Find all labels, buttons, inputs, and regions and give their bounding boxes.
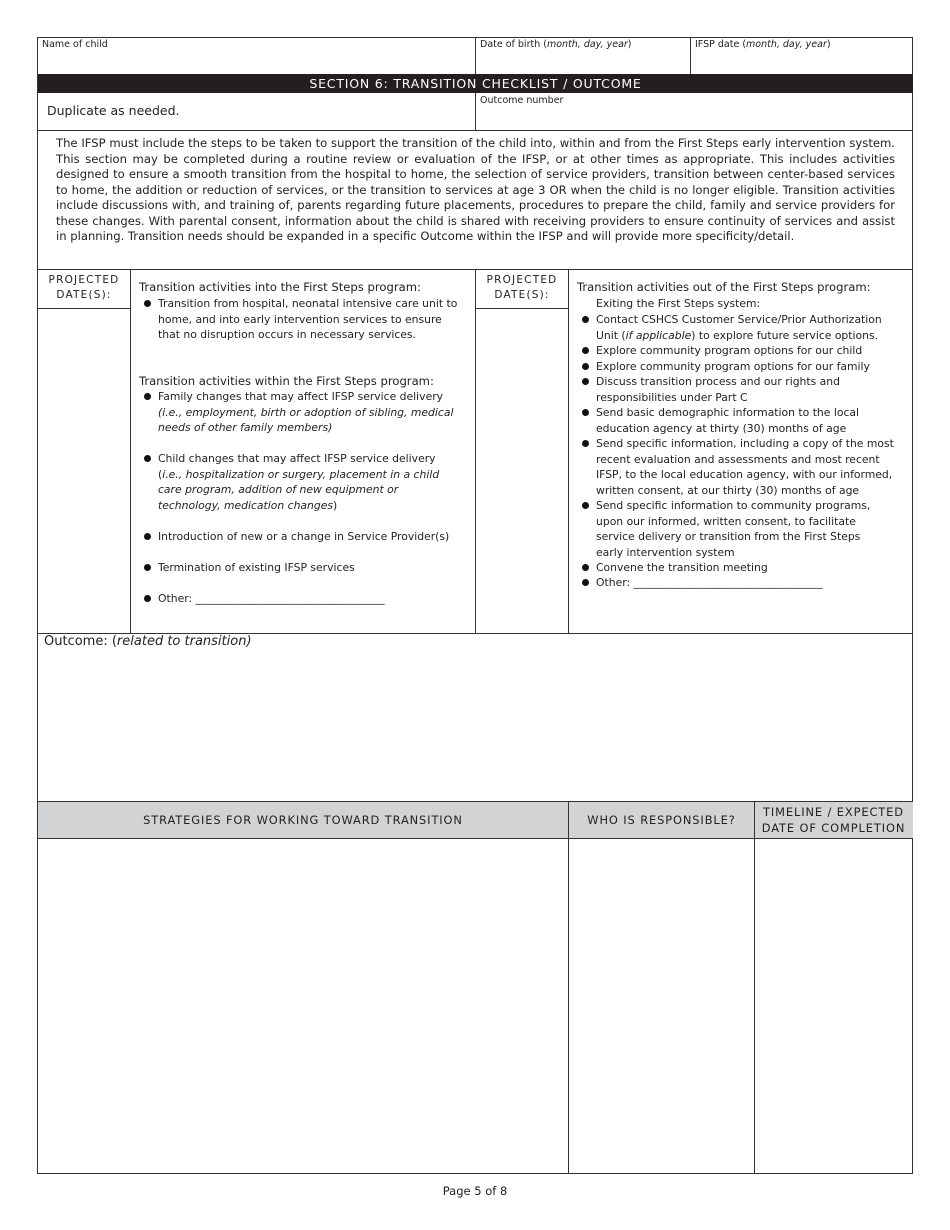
outcome-label-text: Outcome: ( — [44, 634, 117, 649]
child-changes-detail: i.e., hospitalization or surgery, placement in a child care program, addition of new equipment or technology, medication changes — [158, 467, 440, 512]
ifsp-date-label-close: ) — [826, 39, 831, 50]
child-changes-close: ) — [333, 498, 338, 512]
responsible-input[interactable] — [569, 839, 754, 1173]
divider — [475, 37, 476, 74]
out-title: Transition activities out of the First Steps program: — [577, 280, 871, 294]
checklist-item-contact-cshcs[interactable] — [596, 312, 896, 343]
outcome-number-label: Outcome number — [480, 95, 564, 106]
divider — [690, 37, 691, 74]
ifsp-date-label: IFSP date ( — [695, 39, 747, 50]
checklist-item-provider-change[interactable]: Introduction of new or a change in Service Provider(s) — [158, 529, 468, 545]
checklist-item[interactable]: Discuss transition process and our rights and responsibilities under Part C — [596, 374, 886, 405]
projected-dates-heading-left — [38, 273, 130, 303]
page-number: Page 5 of 8 — [442, 1184, 508, 1198]
dob-field[interactable] — [480, 39, 688, 73]
outcome-number-field[interactable] — [480, 95, 910, 129]
projected-dates-input-left[interactable] — [38, 309, 130, 633]
family-changes-label: Family changes that may affect IFSP service delivery — [158, 390, 444, 403]
strategies-input[interactable] — [38, 839, 568, 1173]
checklist-item[interactable]: Convene the transition meeting — [596, 560, 896, 576]
outcome-label-italic: related to transition) — [116, 634, 252, 649]
projected-dates-heading-right — [476, 273, 568, 303]
projected-line2: DATE(S): — [56, 289, 112, 301]
projected-line2: DATE(S): — [494, 289, 550, 301]
checklist-item[interactable]: Send specific information, including a copy of the most recent evaluation and assessments and most recent IFSP, to the local education agency, with our informed, written consent, at our thirty (30) months of age — [596, 436, 896, 498]
strategies-column-header: STRATEGIES FOR WORKING TOWARD TRANSITION — [143, 813, 463, 827]
dob-label-close: ) — [627, 39, 632, 50]
duplicate-note: Duplicate as needed. — [47, 103, 180, 118]
exiting-label: Exiting the First Steps system: — [596, 297, 761, 310]
checklist-item[interactable]: Explore community program options for our child — [596, 343, 896, 359]
contact-suffix: ) to explore future service options. — [691, 328, 879, 342]
contact-label: Contact CSHCS Customer Service/Prior Authorization Unit ( — [596, 313, 882, 342]
child-name-field[interactable] — [42, 39, 472, 73]
within-title: Transition activities within the First Steps program: — [139, 374, 434, 388]
child-changes-label: Child changes that may affect IFSP service delivery ( — [158, 452, 436, 481]
checklist-item[interactable]: Explore community program options for our family — [596, 359, 896, 375]
checklist-item[interactable]: Send basic demographic information to the local education agency at thirty (30) months of age — [596, 405, 886, 436]
projected-dates-input-right[interactable] — [476, 309, 568, 633]
ifsp-date-field[interactable] — [695, 39, 910, 73]
frame-right — [912, 37, 913, 1174]
contact-italic: if applicable — [625, 328, 692, 342]
dob-label-format: month, day, year — [546, 39, 628, 50]
family-changes-detail: (i.e., employment, birth or adoption of sibling, medical needs of other family members) — [158, 405, 454, 434]
outcome-input[interactable] — [38, 652, 912, 801]
divider — [475, 93, 476, 130]
checklist-item-child-changes[interactable] — [158, 451, 458, 513]
timeline-line1: TIMELINE / EXPECTED — [763, 805, 904, 819]
checklist-item-family-changes[interactable] — [158, 389, 458, 436]
responsible-column-header: WHO IS RESPONSIBLE? — [587, 813, 736, 827]
ifsp-date-label-format: month, day, year — [746, 39, 827, 50]
outcome-label — [44, 634, 252, 649]
intro-paragraph: The IFSP must include the steps to be taken to support the transition of the child into, within and from the First Steps early intervention system. This section may be completed during a routine review or evaluation of the IFSP, or at other times as appropriate. This includes activities designed to ensure a smooth transition from the hospital to home, the selection of service providers, transition between center-based services to home, the addition or reduction of services, or the transition to services at age 3 OR when the child is no longer eligible. Transition activities include discussions with, and training of, parents regarding future placements, procedures to prepare the child, family and service providers for these changes. With parental consent, information about the child is shared with receiving providers to ensure continuity of services and assist in planning. Transition needs should be expanded in a specific Outcome within the IFSP and will provide more specificity/detail. — [56, 136, 895, 243]
timeline-input[interactable] — [755, 839, 912, 1173]
projected-line1: PROJECTED — [48, 274, 120, 286]
dob-label: Date of birth ( — [480, 39, 547, 50]
child-name-label: Name of child — [42, 39, 108, 50]
checklist-item-other[interactable]: Other: ___________________________________ — [596, 575, 906, 591]
into-title: Transition activities into the First Steps program: — [139, 280, 421, 294]
divider — [37, 801, 913, 802]
checklist-item[interactable]: Send specific information to community programs, upon our informed, written consent, to facilitate service delivery or transition from the First Steps early intervention system — [596, 498, 886, 560]
divider — [130, 269, 131, 634]
projected-line1: PROJECTED — [486, 274, 558, 286]
divider — [568, 269, 569, 634]
checklist-item-termination[interactable]: Termination of existing IFSP services — [158, 560, 468, 576]
section-title: SECTION 6: TRANSITION CHECKLIST / OUTCOME — [38, 74, 913, 93]
checklist-item-other[interactable]: Other: ___________________________________ — [158, 591, 468, 607]
timeline-column-header — [755, 804, 912, 836]
frame-bottom — [37, 1173, 913, 1174]
timeline-line2: DATE OF COMPLETION — [761, 821, 906, 835]
checklist-item[interactable]: Transition from hospital, neonatal intensive care unit to home, and into early intervention services to ensure that no disruption occurs in necessary services. — [158, 297, 458, 341]
divider — [37, 130, 913, 131]
